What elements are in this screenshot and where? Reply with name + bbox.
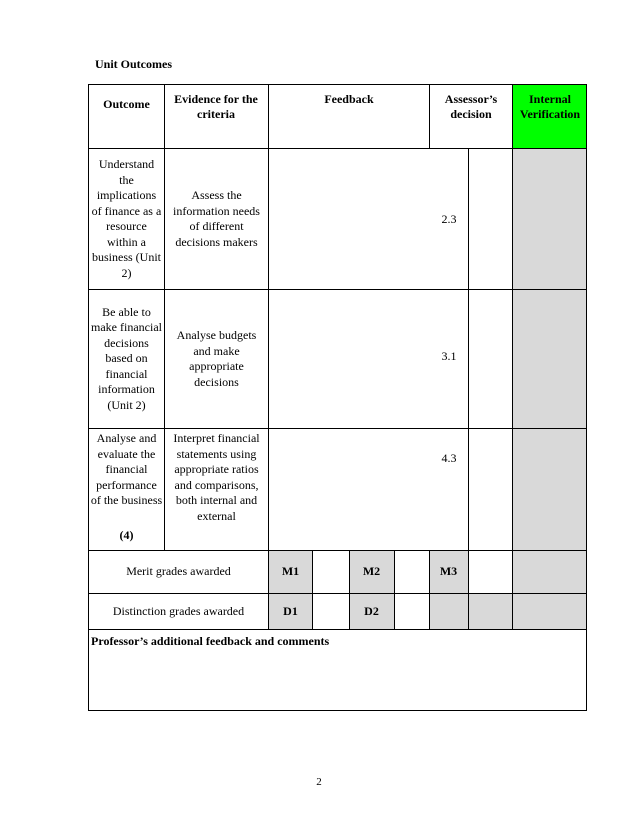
row-2-outcome: Be able to make financial decisions based on financial information (Unit 2) (91, 304, 162, 412)
distinction-d2-label: D2 (364, 603, 379, 618)
row-2-criterion: 3.1 (441, 349, 457, 364)
row-3-evidence: Interpret financial statements using appropriate ratios and comparisons, both internal and external (173, 431, 260, 523)
distinction-d1-label: D1 (283, 603, 298, 618)
row-1-outcome: Understand the implications of finance as a resource within a business (Unit 2) (91, 157, 162, 280)
row-3-outcome: Analyse and evaluate the financial performance of the business (90, 431, 163, 507)
comments-area[interactable] (89, 655, 586, 710)
distinction-grades-label: Distinction grades awarded (112, 603, 245, 618)
header-feedback: Feedback (324, 92, 374, 107)
row-3-outcome-note: (4) (119, 528, 134, 543)
row-2-evidence: Analyse budgets and make appropriate decisions (176, 328, 257, 389)
header-evidence: Evidence for the criteria (174, 91, 258, 121)
section-heading: Unit Outcomes (95, 57, 172, 71)
header-outcome: Outcome (103, 97, 150, 112)
row-1-criterion: 2.3 (441, 212, 457, 227)
merit-m1-label: M1 (281, 564, 300, 579)
comments-label: Professor’s additional feedback and comments (91, 634, 330, 648)
header-internal-verification: Internal Verification (519, 91, 581, 121)
merit-m3-label: M3 (439, 564, 458, 579)
header-assessor-decision: Assessor’s decision (444, 91, 498, 121)
merit-grades-label: Merit grades awarded (126, 564, 231, 579)
row-1-evidence: Assess the information needs of different decisions makers (173, 188, 260, 249)
row-3-criterion: 4.3 (441, 451, 457, 466)
merit-m2-label: M2 (362, 564, 381, 579)
page-number: 2 (316, 776, 322, 788)
